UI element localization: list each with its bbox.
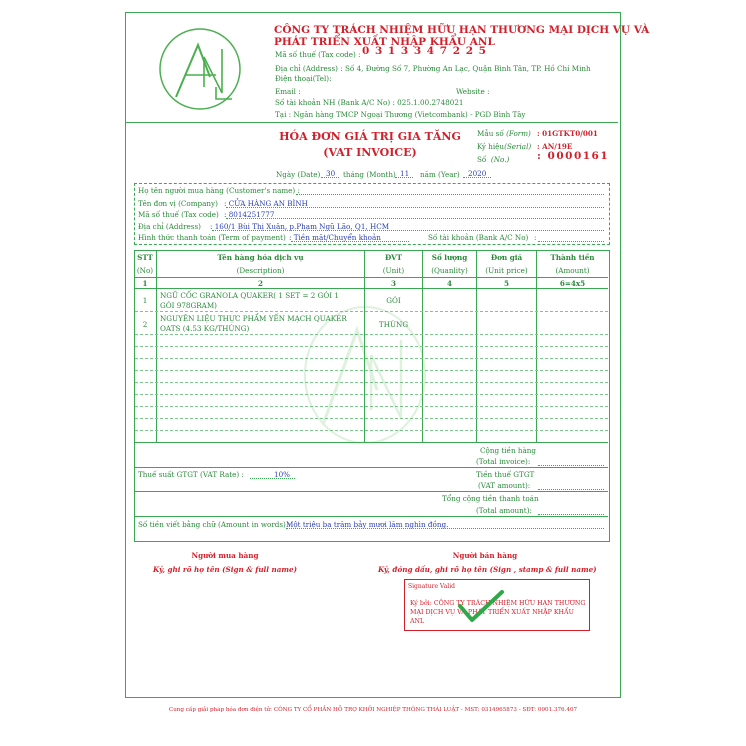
date-day: 30: [326, 169, 336, 178]
buyer-tax-label: Mã số thuế (Tax code): [138, 210, 219, 219]
col-header-amount: Thành tiền: [550, 253, 595, 262]
date-day-label: Ngày (Date): [276, 170, 321, 179]
col-num-6: 6=4x5: [559, 279, 586, 288]
row2-no: 2: [142, 320, 148, 329]
seller-address: Địa chỉ (Address) : Số 4, Đường Số 7, Phường An Lạc, Quận Bình Tân, TP. Hồ Chí Minh: [275, 64, 591, 73]
seller-sign-note: Ký, đóng dấu, ghi rõ họ tên (Sign , stamp & full name): [378, 565, 597, 574]
grand-total-label: Tổng cộng tiền thanh toán: [442, 494, 539, 503]
buyer-address-label: Địa chỉ (Address): [138, 222, 201, 231]
row2-desc-line1: NGUYÊN LIỆU THỰC PHẨM YẾN MẠCH QUAKER: [160, 314, 347, 323]
serial-label: Ký hiệu(Serial): [477, 142, 532, 151]
vat-rate-value: 10%: [274, 470, 290, 479]
payment-value: : Tiền mặt/Chuyển khoản: [289, 233, 381, 242]
buyer-name-label: Họ tên người mua hàng (Customer's name) :: [138, 186, 300, 195]
invoice-number: : 0000161: [537, 150, 610, 162]
col-header-no-en: (No): [136, 266, 154, 275]
buyer-address: : 160/1 Bùi Thị Xuân, p.Phạm Ngũ Lão, Q1, HCM: [210, 222, 390, 231]
vat-rate-label: Thuế suất GTGT (VAT Rate) :: [138, 470, 244, 479]
invoice-frame: [125, 12, 621, 698]
buyer-account-value: :: [534, 233, 537, 242]
total-label: Cộng tiền hàng: [480, 446, 537, 455]
date-month: 11: [400, 169, 410, 178]
date-year-label: năm (Year): [420, 170, 460, 179]
row1-desc-line1: NGŨ CỐC GRANOLA QUAKER( 1 SET = 2 GÓI 1: [160, 291, 339, 300]
seller-email: Email :: [275, 87, 301, 96]
col-num-4: 4: [446, 279, 452, 288]
date-month-label: tháng (Month): [343, 170, 396, 179]
no-label: Số (No.): [477, 155, 510, 164]
payment-label: Hình thức thanh toán (Term of payment): [138, 233, 286, 242]
amount-words-value: Một triệu ba trăm bảy mươi lăm nghìn đồng.: [286, 520, 449, 529]
col-header-desc: Tên hàng hóa dịch vụ: [217, 253, 304, 262]
row1-desc-line2: GÓI 978GRAM): [160, 301, 217, 310]
grand-total-label-en: (Total amount):: [476, 506, 532, 515]
seller-tax-code: 0 3 1 3 3 4 7 2 2 5: [362, 45, 487, 57]
buyer-sign-note: Ký, ghi rõ họ tên (Sign & full name): [153, 565, 297, 574]
col-num-3: 3: [390, 279, 396, 288]
signed-by-line2: MẠI DỊCH VỤ VÀ PHÁT TRIỂN XUẤT NHẬP KHẨU: [410, 609, 574, 616]
form-value: : 01GTKT0/001: [537, 129, 598, 138]
col-header-unit-en: (Unit): [382, 266, 405, 275]
col-header-amount-en: (Amount): [555, 266, 590, 275]
signed-by-line3: ANL: [410, 618, 425, 625]
col-num-2: 2: [257, 279, 263, 288]
seller-bank: Tại : Ngân hàng TMCP Ngoại Thương (Vietcombank) - PGD Bình Tây: [275, 110, 526, 119]
vat-amount-label: Tiền thuế GTGT: [476, 470, 535, 479]
col-header-qty-en: (Quanlity): [431, 266, 468, 275]
invoice-title: HÓA ĐƠN GIÁ TRỊ GIA TĂNG: [279, 130, 461, 143]
col-num-1: 1: [142, 279, 148, 288]
col-header-price: Đơn giá: [490, 253, 523, 262]
signed-by-line1: Ký bởi: CÔNG TY TRÁCH NHIỆM HỮU HẠN THƯƠNG: [410, 600, 586, 607]
col-header-price-en: (Unit price): [485, 266, 528, 275]
col-header-qty: Số lượng: [431, 253, 468, 262]
signature-valid-label: Signature Valid: [408, 583, 455, 590]
amount-words-label: Số tiền viết bằng chữ (Amount in words) :: [138, 520, 291, 529]
vat-amount-label-en: (VAT amount):: [478, 481, 531, 490]
buyer-company-label: Tên đơn vị (Company): [138, 199, 218, 208]
col-header-no: STT: [137, 253, 153, 262]
serial-value: : AN/19E: [537, 142, 573, 151]
col-header-desc-en: (Description): [236, 266, 285, 275]
form-label: Mẫu số (Form): [477, 129, 531, 138]
buyer-tax: : 8014251777: [224, 210, 275, 219]
buyer-account-label: Số tài khoản (Bank A/C No): [428, 233, 529, 242]
seller-tax-label: Mã số thuế (Tax code) :: [275, 50, 361, 59]
row1-no: 1: [142, 296, 148, 305]
seller-name-line1: CÔNG TY TRÁCH NHIỆM HỮU HẠN THƯƠNG MẠI DỊCH VỤ VÀ: [274, 24, 650, 36]
seller-website: Website :: [456, 87, 490, 96]
date-year: 2020: [468, 169, 487, 178]
buyer-sign-title: Người mua hàng: [191, 551, 259, 560]
footer-provider: Cung cấp giải pháp hóa đơn điện tử: CÔNG TY CỔ PHẦN HỖ TRỢ KHỞI NGHIỆP THÔNG THÁI LUẬT - MST: 0314965873 - SĐT: 0901.376.407: [168, 707, 578, 713]
col-header-unit: ĐVT: [384, 253, 403, 262]
col-num-5: 5: [503, 279, 509, 288]
row2-unit: THÙNG: [378, 320, 409, 329]
total-label-en: (Total invoice):: [476, 457, 531, 466]
seller-name-line2: PHÁT TRIỂN XUẤT NHẬP KHẨU ANL: [274, 36, 495, 48]
buyer-company: : CỬA HÀNG AN BÌNH: [224, 199, 308, 208]
row2-desc-line2: OATS (4.53 KG/THÙNG): [160, 324, 250, 333]
seller-sign-title: Người bán hàng: [452, 551, 518, 560]
row1-unit: GÓI: [386, 296, 401, 305]
seller-bank-account: Số tài khoản NH (Bank A/C No) : 025.1.00.2748021: [275, 98, 464, 107]
invoice-subtitle: (VAT INVOICE): [323, 146, 417, 159]
seller-phone: Điện thoại(Tel):: [275, 74, 332, 83]
